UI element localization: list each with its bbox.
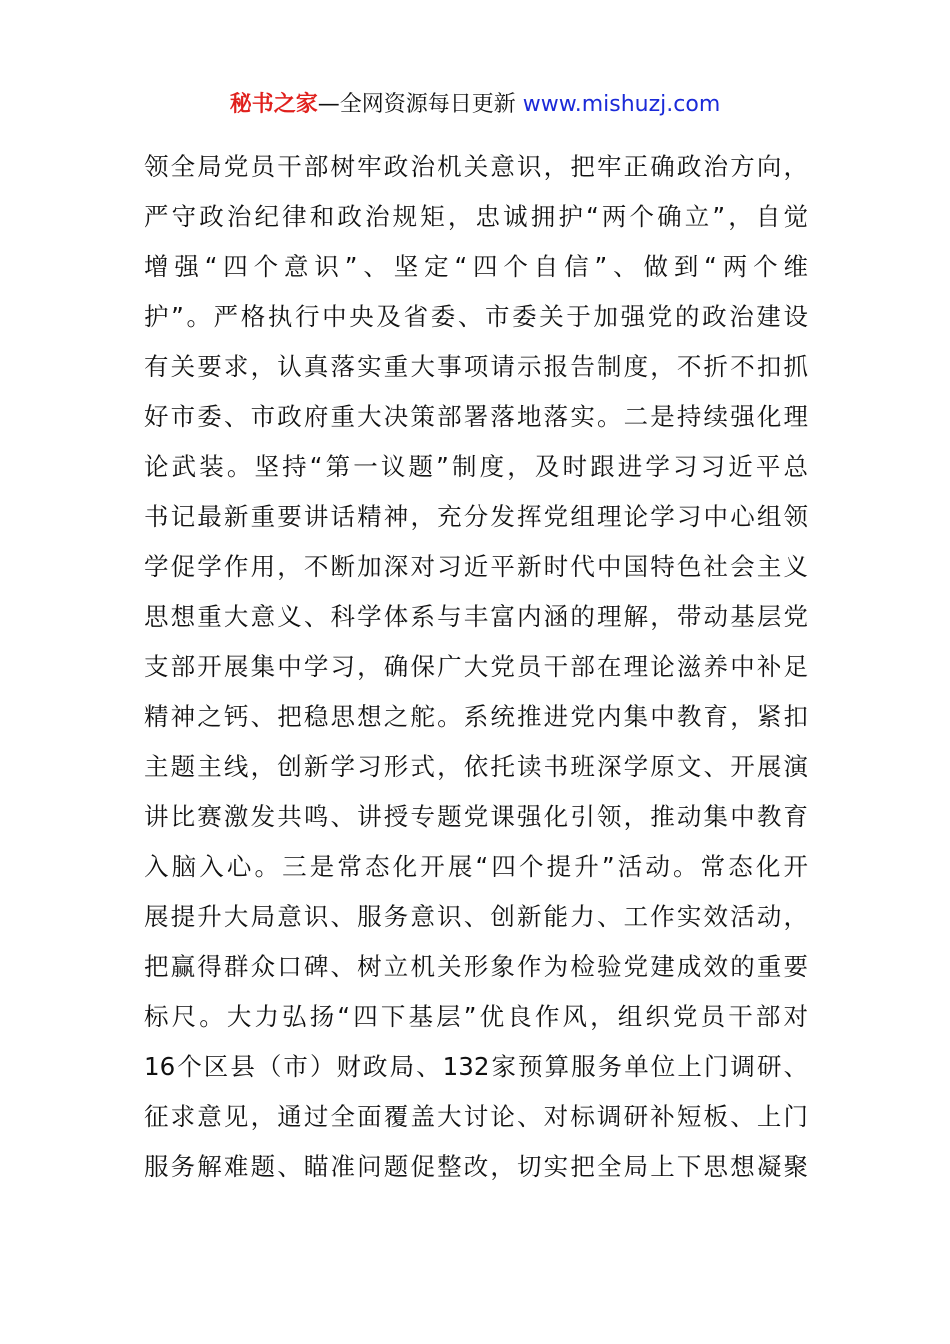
text-line: 16个区县（市）财政局、132家预算服务单位上门调研、 [144,1052,808,1081]
text-line: 书记最新重要讲话精神，充分发挥党组理论学习中心组领 [144,502,808,531]
text-line: 把赢得群众口碑、树立机关形象作为检验党建成效的重要 [144,952,808,981]
text-line: 有关要求，认真落实重大事项请示报告制度，不折不扣抓 [144,352,808,381]
text-line: 讲比赛激发共鸣、讲授专题党课强化引领，推动集中教育 [144,802,808,831]
text-line: 领全局党员干部树牢政治机关意识，把牢正确政治方向， [144,152,808,181]
text-line: 护”。严格执行中央及省委、市委关于加强党的政治建设 [144,302,808,331]
text-line: 标尺。大力弘扬“四下基层”优良作风，组织党员干部对 [144,1002,808,1031]
text-line: 精神之钙、把稳思想之舵。系统推进党内集中教育，紧扣 [144,702,808,731]
text-line: 征求意见，通过全面覆盖大讨论、对标调研补短板、上门 [144,1102,808,1131]
site-url-link[interactable]: www.mishuzj.com [522,92,721,117]
text-line: 服务解难题、瞄准问题促整改，切实把全局上下思想凝聚 [144,1152,808,1181]
text-line: 增强“四个意识”、坚定“四个自信”、做到“两个维 [144,252,808,281]
text-line: 好市委、市政府重大决策部署落地落实。二是持续强化理 [144,402,808,431]
page-header [0,88,950,122]
text-line: 支部开展集中学习，确保广大党员干部在理论滋养中补足 [144,652,808,681]
header-tagline: —全网资源每日更新 [317,92,523,117]
text-line: 思想重大意义、科学体系与丰富内涵的理解，带动基层党 [144,602,808,631]
document-body [144,142,808,1192]
brand-name: 秘书之家 [229,92,318,117]
text-line: 论武装。坚持“第一议题”制度，及时跟进学习习近平总 [144,452,808,481]
text-line: 主题主线，创新学习形式，依托读书班深学原文、开展演 [144,752,808,781]
text-line: 严守政治纪律和政治规矩，忠诚拥护“两个确立”，自觉 [144,202,808,231]
text-line: 展提升大局意识、服务意识、创新能力、工作实效活动， [144,902,808,931]
text-line: 学促学作用，不断加深对习近平新时代中国特色社会主义 [144,552,808,581]
text-line: 入脑入心。三是常态化开展“四个提升”活动。常态化开 [144,852,808,881]
